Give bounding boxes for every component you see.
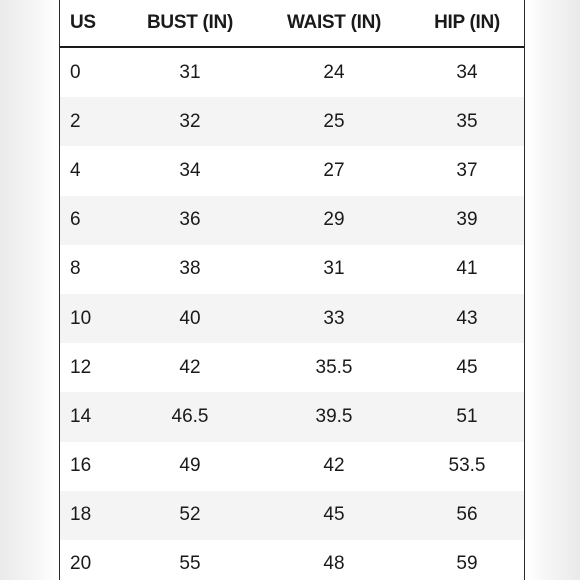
cell-us-size: 18 [70, 504, 92, 526]
cell-bust: 34 [179, 159, 201, 181]
cell-us-size: 0 [70, 61, 81, 83]
cell-bust: 42 [179, 356, 201, 378]
cell-bust: 32 [179, 110, 201, 132]
cell-bust: 38 [179, 258, 201, 280]
size-chart-table [60, 0, 525, 580]
table-row [60, 47, 525, 97]
cell-waist: 39.5 [315, 405, 353, 427]
cell-hip: 56 [456, 504, 478, 526]
cell-waist: 48 [323, 553, 345, 575]
cell-us-size: 2 [70, 110, 81, 132]
table-row [60, 540, 525, 580]
cell-waist: 24 [323, 61, 345, 83]
cell-bust: 40 [179, 307, 201, 329]
cell-bust: 52 [179, 504, 201, 526]
cell-hip: 45 [456, 356, 478, 378]
cell-hip: 39 [456, 209, 478, 231]
table-header [60, 0, 525, 47]
cell-us-size: 8 [70, 258, 81, 280]
cell-hip: 59 [456, 553, 478, 575]
header-us: US [60, 0, 120, 47]
header-hip: HIP (IN) [408, 0, 525, 47]
cell-waist: 27 [323, 159, 345, 181]
cell-us-size: 12 [70, 356, 92, 378]
right-margin [528, 0, 580, 580]
cell-bust: 46.5 [171, 405, 209, 427]
cell-waist: 25 [323, 110, 345, 132]
cell-waist: 42 [323, 455, 345, 477]
table-row [60, 146, 525, 195]
table-row [60, 97, 525, 146]
header-bust: BUST (IN) [120, 0, 260, 47]
cell-us-size: 14 [70, 405, 92, 427]
cell-bust: 36 [179, 209, 201, 231]
header-row [60, 0, 525, 47]
table-body [60, 47, 525, 580]
size-chart-sheet [59, 0, 525, 580]
cell-hip: 34 [456, 61, 478, 83]
cell-bust: 49 [179, 455, 201, 477]
header-waist: WAIST (IN) [260, 0, 408, 47]
cell-waist: 33 [323, 307, 345, 329]
cell-us-size: 10 [70, 307, 92, 329]
table-row [60, 196, 525, 245]
cell-hip: 35 [456, 110, 478, 132]
cell-waist: 29 [323, 209, 345, 231]
cell-hip: 41 [456, 258, 478, 280]
cell-hip: 43 [456, 307, 478, 329]
cell-us-size: 6 [70, 209, 81, 231]
table-row [60, 491, 525, 540]
table-row [60, 442, 525, 491]
table-row [60, 294, 525, 343]
cell-bust: 31 [179, 61, 201, 83]
cell-hip: 51 [456, 405, 478, 427]
left-margin [0, 0, 56, 580]
cell-waist: 45 [323, 504, 345, 526]
table-row [60, 392, 525, 441]
cell-us-size: 16 [70, 455, 92, 477]
cell-us-size: 4 [70, 159, 81, 181]
cell-hip: 37 [456, 159, 478, 181]
cell-waist: 35.5 [315, 356, 353, 378]
cell-hip: 53.5 [448, 455, 486, 477]
cell-us-size: 20 [70, 553, 92, 575]
table-row [60, 245, 525, 294]
cell-waist: 31 [323, 258, 345, 280]
cell-bust: 55 [179, 553, 201, 575]
table-row [60, 343, 525, 392]
